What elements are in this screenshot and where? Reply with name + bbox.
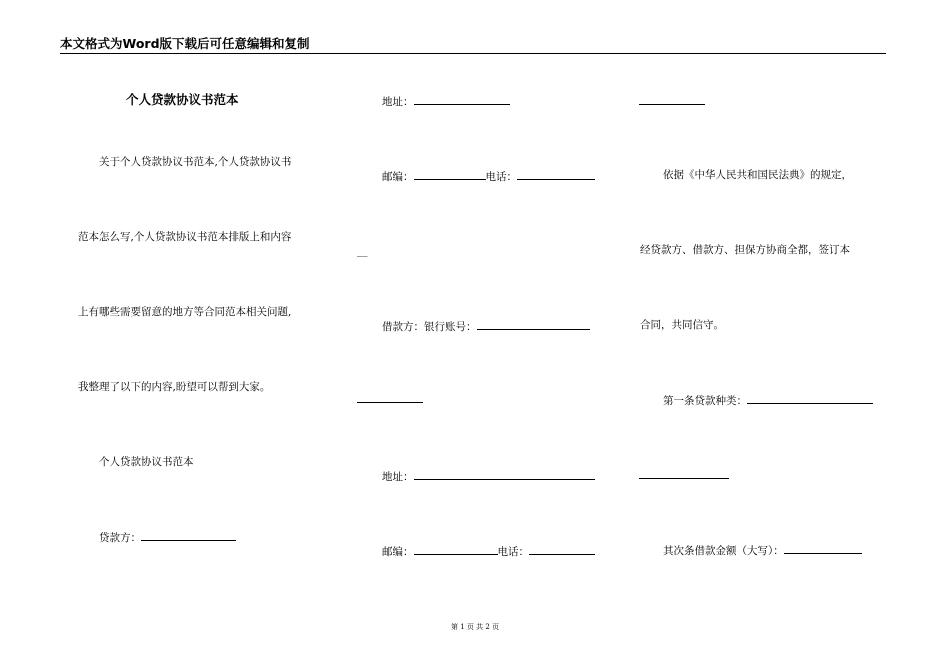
bank-account-blank [477,319,590,330]
blank-rule-2 [639,104,705,105]
header-rule [60,53,886,54]
postcode-phone-field-2 [382,544,595,559]
section-subtitle: 个人贷款协议书范本 [99,456,194,468]
clause-line-2: 经贷款方、借款方、担保方协商全都，签订本 [640,244,850,256]
postcode-blank-2 [414,544,498,555]
lender-blank [141,530,236,541]
postcode-label-1: 邮编： [382,171,414,183]
phone-blank-1 [517,169,595,180]
short-dash: __ [357,245,368,257]
article-1-field [663,393,873,408]
clause-line-1: 依据《中华人民共和国民法典》的规定， [663,169,852,181]
intro-line-1: 关于个人贷款协议书范本,个人贷款协议书 [99,156,292,168]
address-label-1: 地址： [382,96,414,108]
article-2-label: 其次条借款金额（大写）： [663,545,784,557]
borrower-label: 借款方：银行账号： [382,321,477,333]
postcode-blank-1 [414,174,486,180]
phone-label-1: 电话： [485,171,517,183]
page-footer: 第 1 页 共 2 页 [450,623,500,631]
intro-line-2: 范本怎么写,个人贷款协议书范本排版上和内容 [78,231,292,243]
postcode-phone-field-1 [382,169,595,184]
loan-amount-blank [784,543,862,554]
article-2-field [663,543,862,558]
address-blank-1 [414,94,510,105]
loan-type-blank [747,393,873,404]
intro-line-3: 上有哪些需要留意的地方等合同范本相关问题, [78,306,292,318]
phone-blank-2 [529,544,595,555]
borrower-field [382,319,590,334]
address-field-2 [382,469,595,484]
address-label-2: 地址： [382,471,414,483]
article-1-label: 第一条贷款种类： [663,395,747,407]
address-field-1 [382,94,510,109]
intro-line-4: 我整理了以下的内容,盼望可以帮到大家。 [78,381,271,393]
postcode-label-2: 邮编： [382,546,414,558]
blank-rule-3 [639,478,729,479]
page-header: 本文格式为Word版下载后可任意编辑和复制 [60,36,310,51]
document-title: 个人贷款协议书范本 [126,92,239,107]
address-blank-2 [414,469,595,480]
clause-line-3: 合同，共同信守。 [640,319,724,331]
lender-label: 贷款方： [99,532,141,544]
lender-field [99,530,236,545]
phone-label-2: 电话： [497,546,529,558]
blank-rule-1 [357,402,423,403]
